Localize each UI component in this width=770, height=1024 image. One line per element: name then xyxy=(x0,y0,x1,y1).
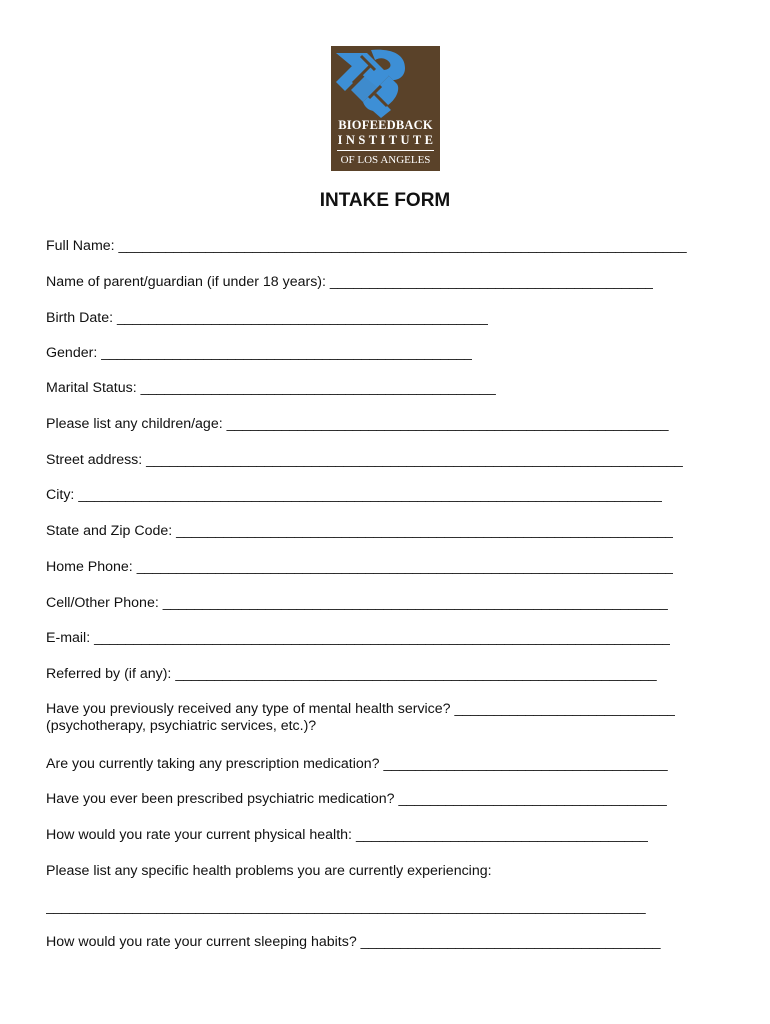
field-mental-health-service[interactable] xyxy=(46,701,675,735)
blank-line[interactable]: ________________________________________________________________ xyxy=(162,595,668,611)
field-label: State and Zip Code: xyxy=(46,523,173,539)
logo-text-line1: BIOFEEDBACK xyxy=(338,118,433,132)
field-home-phone[interactable] xyxy=(46,559,673,576)
field-label: Birth Date: xyxy=(46,310,114,326)
field-street-address[interactable] xyxy=(46,452,683,469)
field-label: Cell/Other Phone: xyxy=(46,595,159,611)
blank-line[interactable]: __________________________________________________________________________ xyxy=(78,487,663,503)
logo-text-line3: OF LOS ANGELES xyxy=(340,154,431,166)
field-parent-guardian[interactable] xyxy=(46,274,653,291)
field-psychiatric-medication[interactable] xyxy=(46,791,667,808)
field-sleeping-habits[interactable] xyxy=(46,934,661,951)
field-birth-date[interactable] xyxy=(46,310,488,327)
blank-line[interactable]: ____________________________________________________________________________ xyxy=(46,899,646,915)
field-referred-by[interactable] xyxy=(46,666,657,683)
field-label: Gender: xyxy=(46,345,98,361)
field-label: Full Name: xyxy=(46,238,115,254)
blank-line[interactable]: __________________________________ xyxy=(398,791,667,807)
field-gender[interactable] xyxy=(46,345,472,362)
blank-line[interactable]: ____________________________ xyxy=(454,701,676,717)
field-label: Name of parent/guardian (if under 18 years): xyxy=(46,274,326,290)
blank-line[interactable]: ________________________________________________________ xyxy=(226,416,669,432)
field-label: Home Phone: xyxy=(46,559,133,575)
field-label: Have you previously received any type of mental health service? xyxy=(46,701,451,717)
blank-line[interactable]: _______________________________________________ xyxy=(101,345,473,361)
field-physical-health[interactable] xyxy=(46,827,648,844)
field-city[interactable] xyxy=(46,487,662,504)
field-label: City: xyxy=(46,487,75,503)
field-state-zip[interactable] xyxy=(46,523,673,540)
field-marital-status[interactable] xyxy=(46,380,496,397)
blank-line[interactable]: _______________________________________________________________ xyxy=(176,523,674,539)
field-email[interactable] xyxy=(46,630,670,647)
blank-line[interactable]: _________________________________________ xyxy=(329,274,654,290)
field-label: How would you rate your current physical health: xyxy=(46,827,352,843)
field-label: Please list any specific health problems you are currently experiencing: xyxy=(46,863,492,879)
blank-line[interactable]: _____________________________________________________________ xyxy=(175,666,657,682)
field-label: Have you ever been prescribed psychiatric medication? xyxy=(46,791,395,807)
field-label: Marital Status: xyxy=(46,380,137,396)
logo-divider xyxy=(337,150,434,151)
field-health-problems-answer[interactable] xyxy=(46,899,646,916)
knot-logo-icon xyxy=(331,46,440,118)
field-label: Are you currently taking any prescription medication? xyxy=(46,756,380,772)
blank-line[interactable]: _________________________________________________________________________ xyxy=(94,630,671,646)
field-label: Street address: xyxy=(46,452,143,468)
page-title: INTAKE FORM xyxy=(319,190,451,211)
field-health-problems xyxy=(46,863,492,880)
field-prescription-medication[interactable] xyxy=(46,756,668,773)
blank-line[interactable]: _____________________________________ xyxy=(355,827,648,843)
blank-line[interactable]: _____________________________________________ xyxy=(140,380,496,396)
blank-line[interactable]: ____________________________________________________________________ xyxy=(146,452,683,468)
blank-line[interactable]: _______________________________________________ xyxy=(116,310,488,326)
field-cell-phone[interactable] xyxy=(46,595,668,612)
blank-line[interactable]: ____________________________________________________________________ xyxy=(136,559,674,575)
logo-text-line2: INSTITUTE xyxy=(337,133,437,147)
institute-logo xyxy=(331,46,440,171)
field-label: How would you rate your current sleeping habits? xyxy=(46,934,357,950)
blank-line[interactable]: ________________________________________________________________________ xyxy=(118,238,687,254)
field-children-age[interactable] xyxy=(46,416,669,433)
field-label: Please list any children/age: xyxy=(46,416,223,432)
field-full-name[interactable] xyxy=(46,238,687,255)
field-label: Referred by (if any): xyxy=(46,666,172,682)
blank-line[interactable]: ____________________________________ xyxy=(383,756,668,772)
field-label: E-mail: xyxy=(46,630,91,646)
field-sublabel: (psychotherapy, psychiatric services, etc.)? xyxy=(46,718,317,734)
blank-line[interactable]: ______________________________________ xyxy=(360,934,661,950)
